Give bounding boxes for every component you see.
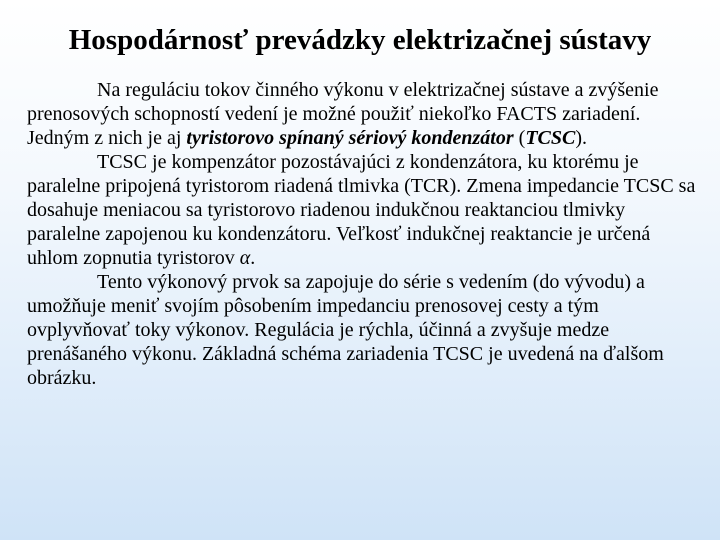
slide-body (27, 78, 699, 390)
paragraph-2 (27, 150, 699, 270)
paragraph-1 (27, 78, 699, 150)
abbreviation-tcsc: TCSC (525, 127, 576, 149)
paragraph-2-text-after: . (250, 247, 256, 269)
paragraph-3: Tento výkonový prvok sa zapojuje do série s vedením (do vývodu) a umožňuje meniť svojím pôsobením impedanciu prenosovej cesty a tým ovplyvňovať toky výkonov. Regulácia je rýchla, účinná a zvyšuje medze prenášaného výkonu. Základná schéma zariadenia TCSC je uvedená na ďalšom obrázku. (27, 271, 664, 389)
paragraph-1-text-after: ). (575, 127, 588, 149)
paragraph-1-text-mid: ( (513, 127, 526, 149)
slide-title: Hospodárnosť prevádzky elektrizačnej sústavy (68, 24, 652, 56)
paragraph-2-text-before: TCSC je kompenzátor pozostávajúci z kondenzátora, ku ktorému je paralelne pripojená tyristorom riadená tlmivka (TCR). Zmena impedancie TCSC sa dosahuje meniacou sa tyristorovo riadenou indukčnou reaktanciou tlmivky paralelne zapojenou ku kondenzátoru. Veľkosť indukčnej reaktancie je určená uhlom zopnutia tyristorov (27, 151, 696, 269)
emphasis-term: tyristorovo spínaný sériový kondenzátor (186, 127, 514, 149)
paragraph-1-text-before: Na reguláciu tokov činného výkonu v elektrizačnej sústave a zvýšenie prenosových schopností vedení je možné použiť niekoľko FACTS zariadení. Jedným z nich je aj (27, 79, 659, 149)
alpha-symbol: α (239, 247, 251, 269)
